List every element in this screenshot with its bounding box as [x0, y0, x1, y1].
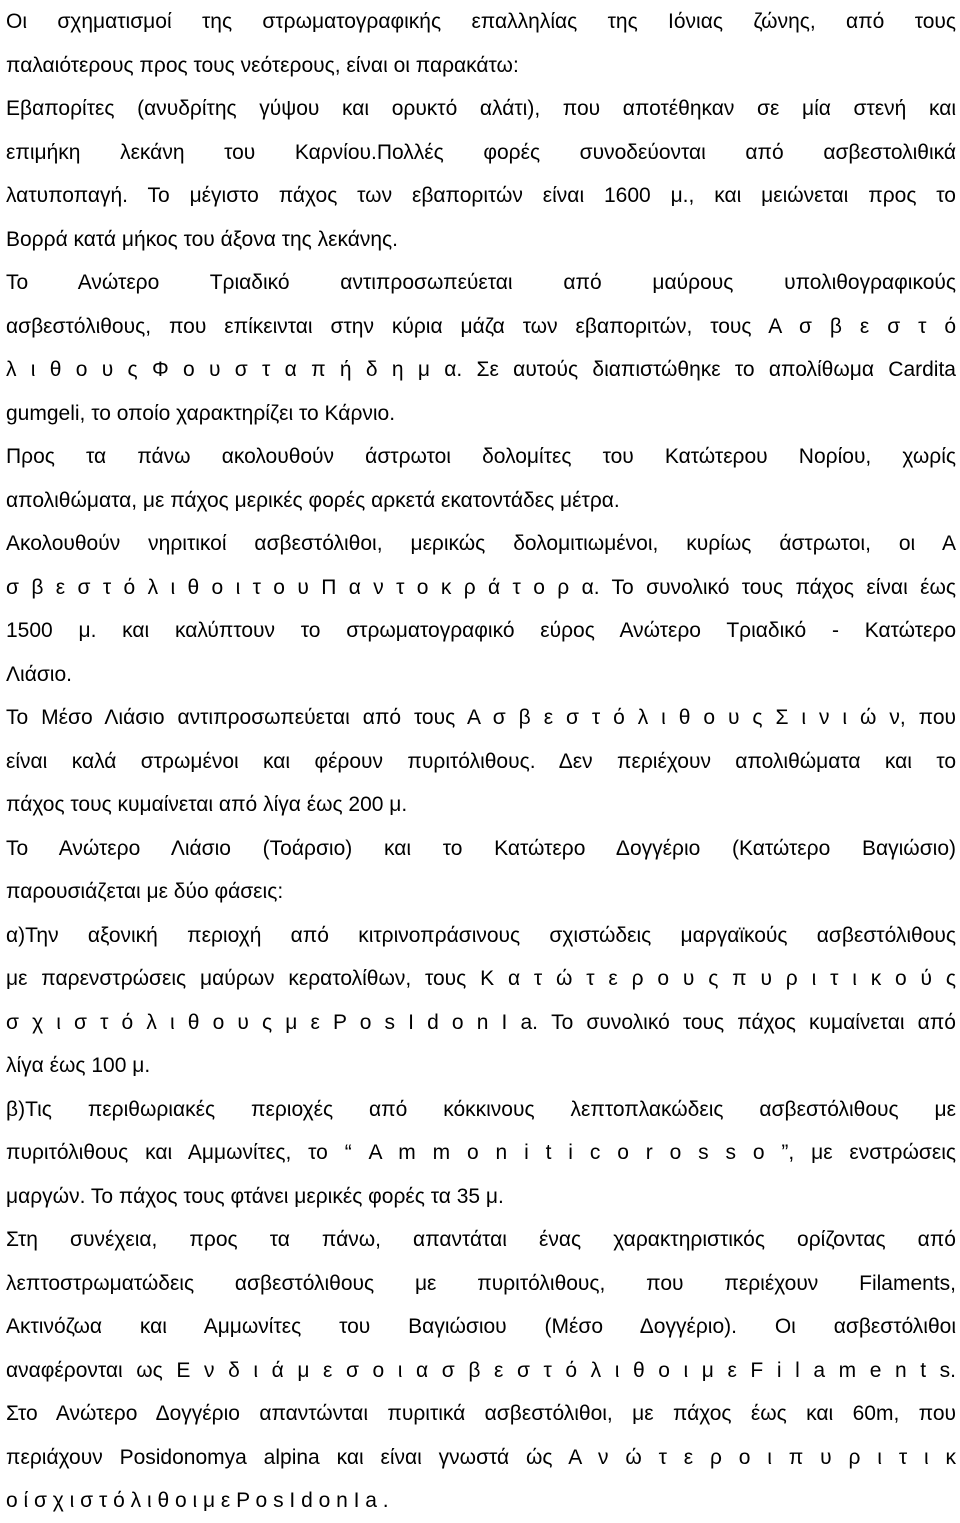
- text-line: είναι καλά στρωμένοι και φέρουν πυριτόλιθους. Δεν περιέχουν απολιθώματα και το: [6, 749, 956, 773]
- text-line: λ ι θ ο υ ς Φ ο υ σ τ α π ή δ η μ α. Σε αυτούς διαπιστώθηκε το απολίθωμα Cardita: [6, 358, 956, 381]
- text-line: Ακτινόζωα και Αμμωνίτες του Βαγιώσιου (Μέσο Δογγέριο). Οι ασβεστόλιθοι: [6, 1315, 956, 1338]
- text-line: Στη συνέχεια, προς τα πάνω, απαντάται ένας χαρακτηριστικός ορίζοντας από: [6, 1228, 956, 1251]
- text-line: β)Τις περιθωριακές περιοχές από κόκκινους λεπτοπλακώδεις ασβεστόλιθους με: [6, 1097, 956, 1121]
- text-line: με παρενστρώσεις μαύρων κερατολίθων, τους Κ α τ ώ τ ε ρ ο υ ς π υ ρ ι τ ι κ ο ύ ς: [6, 967, 956, 990]
- text-line: Βορρά κατά μήκος του άξονα της λεκάνης.: [6, 227, 399, 251]
- text-line: αναφέρονται ως Ε ν δ ι ά μ ε σ ο ι α σ β ε σ τ ό λ ι θ ο ι μ ε F i l a m e n t s.: [6, 1358, 956, 1382]
- text-line: Στο Ανώτερο Δογγέριο απαντώνται πυριτικά ασβεστόλιθοι, με πάχος έως και 60m, που: [6, 1402, 956, 1425]
- text-line: Το Ανώτερο Τριαδικό αντιπροσωπεύεται από μαύρους υπολιθογραφικούς: [6, 271, 956, 294]
- text-line: ο ί σ χ ι σ τ ό λ ι θ ο ι μ ε P o s I d o n I a .: [6, 1489, 389, 1512]
- text-line: παρουσιάζεται με δύο φάσεις:: [6, 880, 284, 903]
- text-line: λατυποπαγή. Το μέγιστο πάχος των εβαποριτών είναι 1600 μ., και μειώνεται προς το: [6, 184, 956, 207]
- text-line: σ β ε σ τ ό λ ι θ ο ι τ ο υ Π α ν τ ο κ ρ ά τ ο ρ α. Το συνολικό τους πάχος είναι έως: [6, 575, 956, 599]
- document-body: [6, 0, 956, 1523]
- text-line: ασβεστόλιθους, που επίκεινται στην κύρια μάζα των εβαποριτών, τους Α σ β ε σ τ ό: [6, 314, 956, 338]
- text-line: Το Μέσο Λιάσιο αντιπροσωπεύεται από τους Α σ β ε σ τ ό λ ι θ ο υ ς Σ ι ν ι ώ ν, που: [6, 706, 956, 729]
- text-line: Προς τα πάνω ακολουθούν άστρωτοι δολομίτες του Κατώτερου Νορίου, χωρίς: [6, 445, 956, 468]
- text-line: λίγα έως 100 μ.: [6, 1054, 151, 1077]
- text-line: Ακολουθούν νηριτικοί ασβεστόλιθοι, μερικώς δολομιτιωμένοι, κυρίως άστρωτοι, οι Α: [6, 532, 956, 555]
- text-line: απολιθώματα, με πάχος μερικές φορές αρκετά εκατοντάδες μέτρα.: [6, 488, 620, 512]
- text-line: Οι σχηματισμοί της στρωματογραφικής επαλληλίας της Ιόνιας ζώνης, από τους: [6, 10, 956, 33]
- text-line: επιμήκη λεκάνη του Καρνίου.Πολλές φορές συνοδεύονται από ασβεστολιθικά: [6, 140, 956, 164]
- text-line: σ χ ι σ τ ό λ ι θ ο υ ς μ ε P o s I d o n I a. Το συνολικό τους πάχος κυμαίνεται από: [6, 1010, 956, 1034]
- text-line: λεπτοστρωματώδεις ασβεστόλιθους με πυριτόλιθους, που περιέχουν Filaments,: [6, 1271, 956, 1295]
- text-line: παλαιότερους προς τους νεότερους, είναι οι παρακάτω:: [6, 53, 519, 77]
- text-line: Εβαπορίτες (ανυδρίτης γύψου και ορυκτό αλάτι), που αποτέθηκαν σε μία στενή και: [6, 97, 956, 120]
- text-line: πυριτόλιθους και Αμμωνίτες, το “ A m m o n i t i c o r o s s o ”, με ενστρώσεις: [6, 1141, 956, 1164]
- text-line: α)Την αξονική περιοχή από κιτρινοπράσινους σχιστώδεις μαργαϊκούς ασβεστόλιθους: [6, 923, 956, 947]
- text-line: περιάχουν Posidonomya alpina και είναι γνωστά ώς Α ν ώ τ ε ρ ο ι π υ ρ ι τ ι κ: [6, 1445, 956, 1469]
- text-line: gumgeli, το οποίο χαρακτηρίζει το Κάρνιο.: [6, 401, 396, 425]
- text-line: μαργών. Το πάχος τους φτάνει μερικές φορές τα 35 μ.: [6, 1184, 504, 1208]
- text-line: 1500 μ. και καλύπτουν το στρωματογραφικό εύρος Ανώτερο Τριαδικό - Κατώτερο: [6, 619, 956, 642]
- text-line: πάχος τους κυμαίνεται από λίγα έως 200 μ.: [6, 793, 408, 816]
- text-line: Το Ανώτερο Λιάσιο (Τοάρσιο) και το Κατώτερο Δογγέριο (Κατώτερο Βαγιώσιο): [6, 836, 956, 860]
- text-line: Λιάσιο.: [6, 662, 72, 686]
